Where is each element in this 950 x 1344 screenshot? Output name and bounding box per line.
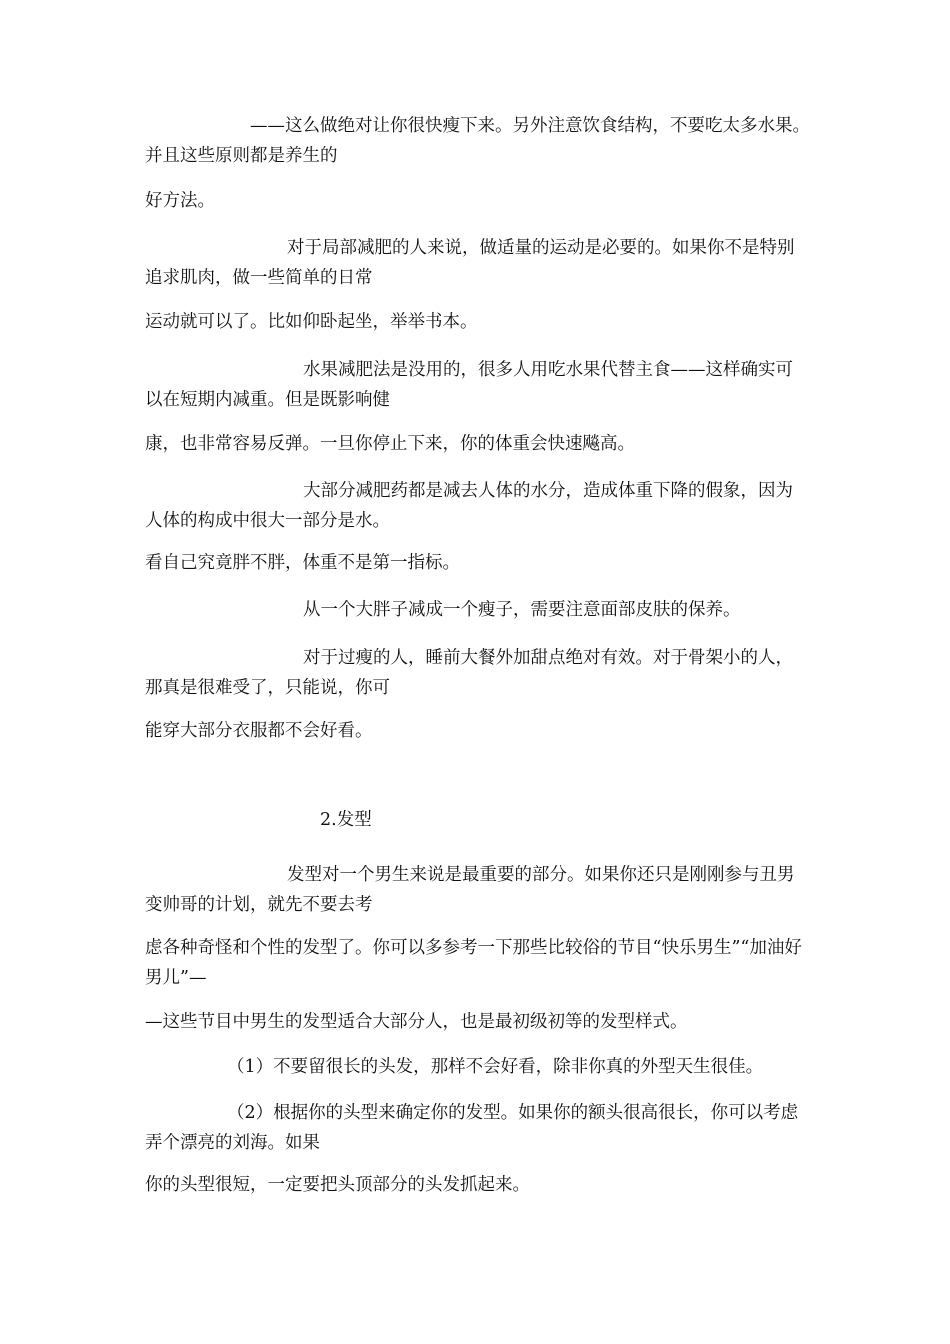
- paragraph-5: 水果减肥法是没用的，很多人用吃水果代替主食——这样确实可以在短期内减重。但是既影响健: [145, 360, 793, 410]
- paragraph-4: 运动就可以了。比如仰卧起坐，举举书本。: [145, 312, 478, 332]
- section-paragraph-6: 你的头型很短，一定要把头顶部分的头发抓起来。: [145, 1175, 530, 1195]
- section-paragraph-1: 发型对一个男生来说是最重要的部分。如果你还只是刚刚参与丑男变帅哥的计划，就先不要去考: [145, 865, 795, 915]
- section-heading: 2.发型: [320, 810, 372, 830]
- section-paragraph-3: —这些节目中男生的发型适合大部分人，也是最初级初等的发型样式。: [145, 1012, 688, 1032]
- section-paragraph-2: 虑各种奇怪和个性的发型了。你可以多参考一下那些比较俗的节目“快乐男生”“加油好男儿”—: [145, 938, 802, 988]
- paragraph-11: 能穿大部分衣服都不会好看。: [145, 721, 373, 741]
- paragraph-6: 康，也非常容易反弹。一旦你停止下来，你的体重会快速飚高。: [145, 434, 635, 454]
- paragraph-1: ——这么做绝对让你很快瘦下来。另外注意饮食结构，不要吃太多水果。并且这些原则都是养生的: [145, 116, 810, 166]
- paragraph-2: 好方法。: [145, 191, 215, 211]
- section-paragraph-4: （1）不要留很长的头发，那样不会好看，除非你真的外型天生很佳。: [227, 1057, 764, 1077]
- paragraph-7: 大部分减肥药都是减去人体的水分，造成体重下降的假象，因为人体的构成中很大一部分是水。: [145, 481, 793, 531]
- paragraph-10: 对于过瘦的人，睡前大餐外加甜点绝对有效。对于骨架小的人，那真是很难受了，只能说，你可: [145, 648, 793, 698]
- paragraph-9: 从一个大胖子减成一个瘦子，需要注意面部皮肤的保养。: [303, 600, 741, 620]
- section-paragraph-5: （2）根据你的头型来确定你的发型。如果你的额头很高很长，你可以考虑弄个漂亮的刘海。如果: [145, 1103, 799, 1153]
- paragraph-3: 对于局部减肥的人来说，做适量的运动是必要的。如果你不是特别追求肌肉，做一些简单的日常: [145, 238, 795, 288]
- paragraph-8: 看自己究竟胖不胖，体重不是第一指标。: [145, 553, 460, 573]
